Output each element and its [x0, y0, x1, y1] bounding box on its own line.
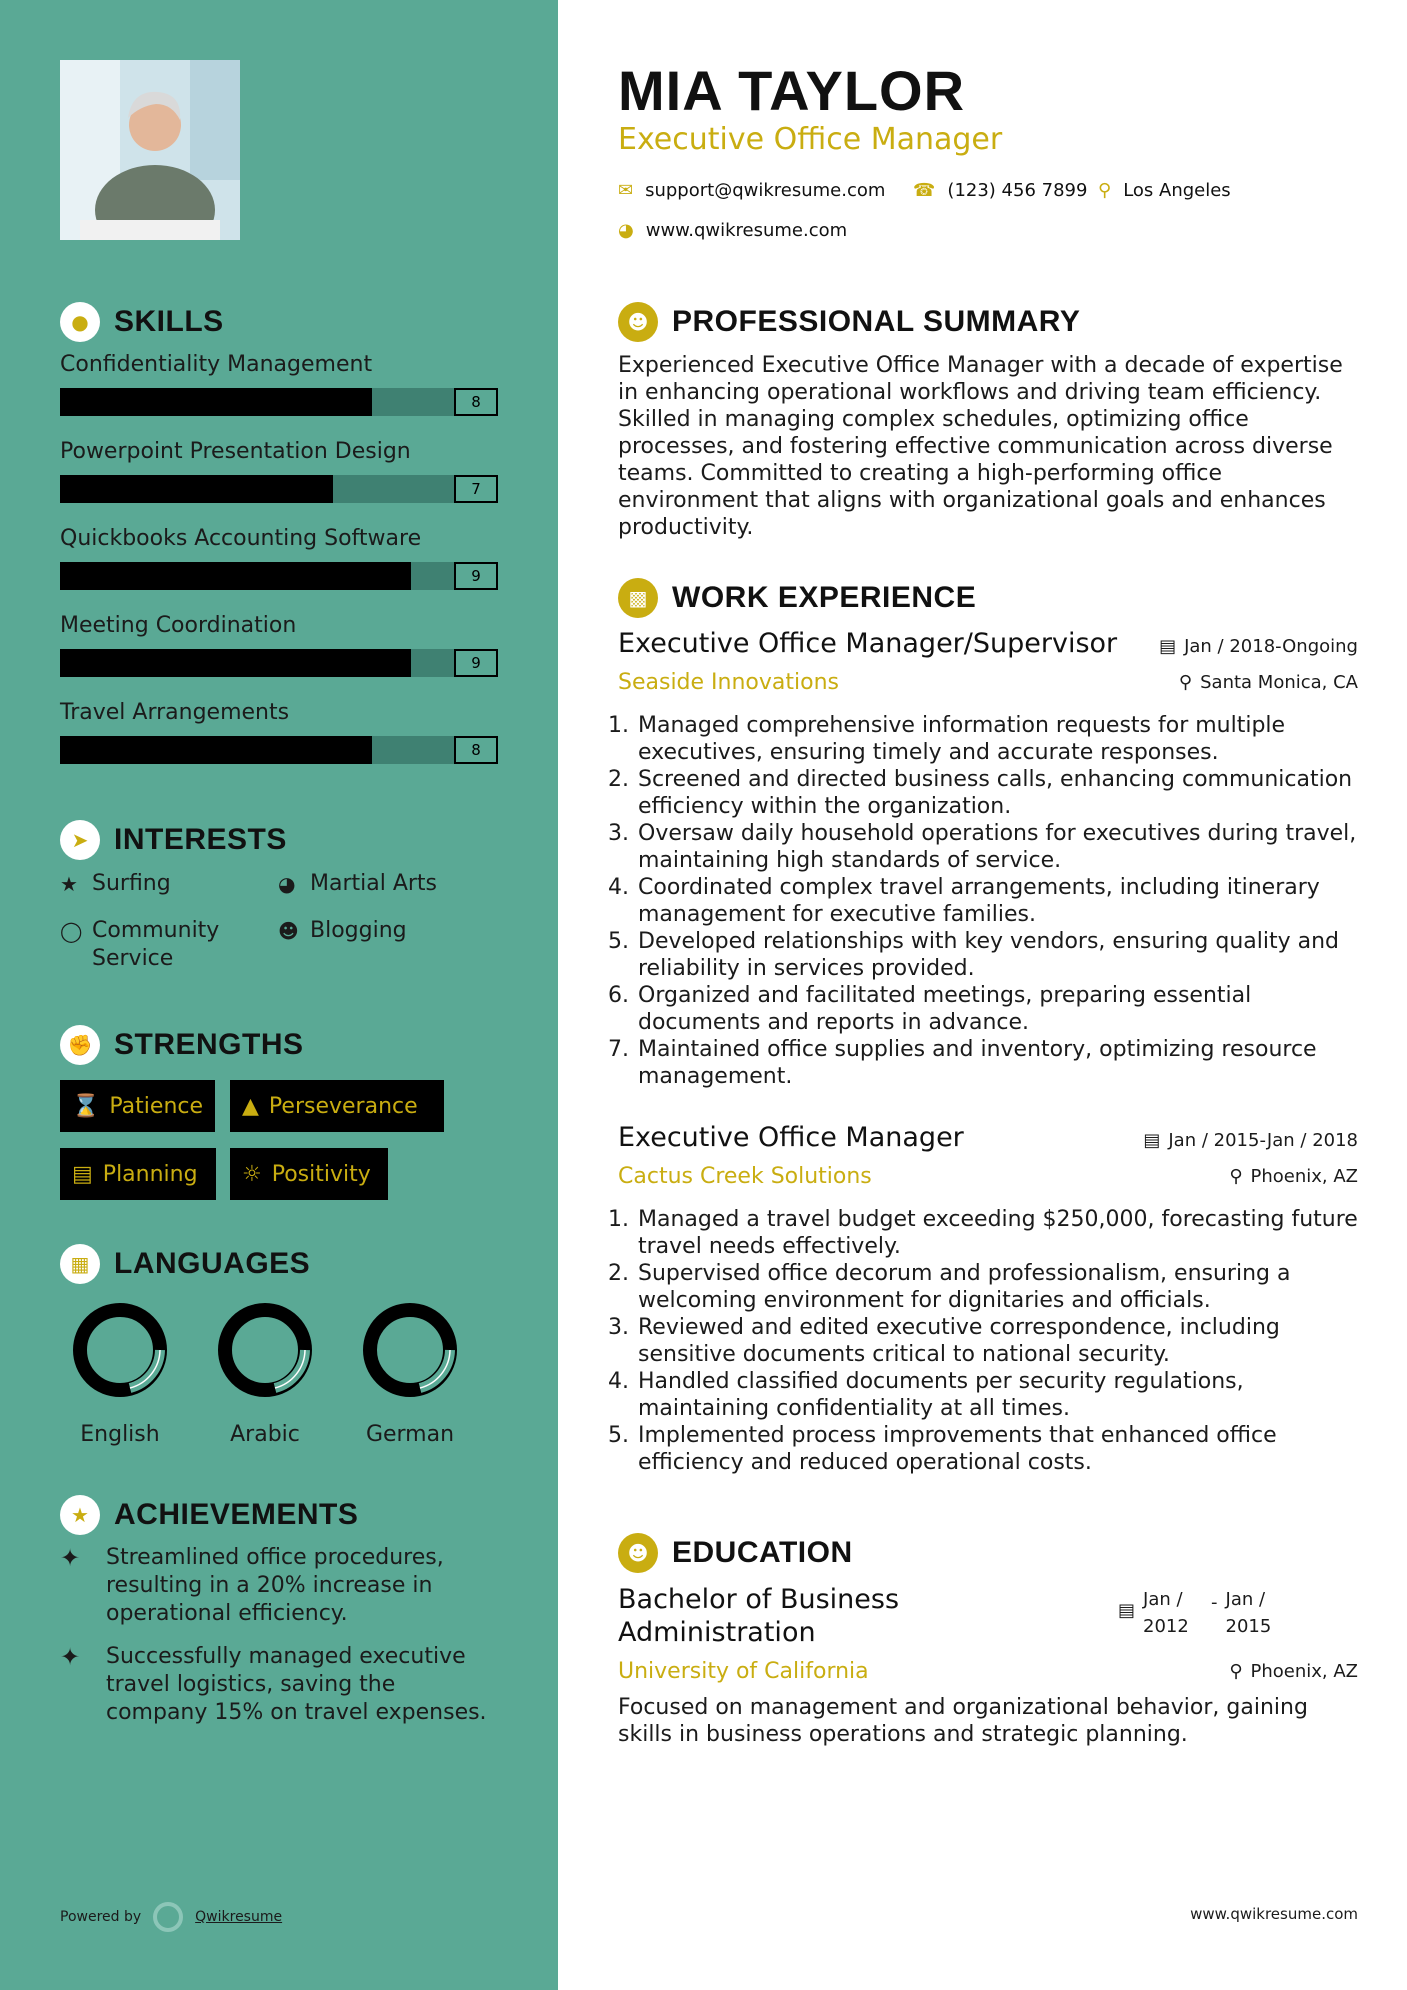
language-item: [60, 1300, 180, 1447]
skill-item: [60, 526, 498, 590]
job-bullet: 3. Reviewed and edited executive correspondence, including sensitive documents critical to national security.: [636, 1314, 1358, 1368]
achievement-item: [60, 1544, 500, 1628]
achievements-title: ACHIEVEMENTS: [114, 1498, 359, 1531]
language-item: [350, 1300, 470, 1447]
job-bullet: 2. Screened and directed business calls, enhancing communication efficiency within the organization.: [636, 766, 1358, 820]
company-name: Cactus Creek Solutions: [618, 1164, 872, 1189]
education-dates: [1118, 1586, 1358, 1640]
interest-label: Martial Arts: [310, 871, 438, 896]
job-dates-text: Jan / 2018-Ongoing: [1184, 636, 1358, 657]
language-ring: [70, 1300, 170, 1400]
strength-label: Perseverance: [268, 1093, 418, 1119]
languages-title: LANGUAGES: [114, 1247, 311, 1280]
job-location-text: Phoenix, AZ: [1250, 1166, 1358, 1187]
user-icon: ☻: [618, 302, 658, 342]
contact-email[interactable]: [618, 180, 885, 201]
fist-icon: ✊: [60, 1025, 100, 1065]
strength-label: Planning: [102, 1161, 198, 1187]
education-title: EDUCATION: [672, 1536, 853, 1569]
strength-tag: [60, 1080, 215, 1132]
strengths-heading: [60, 1025, 304, 1065]
star-icon: ★: [60, 872, 78, 896]
job-bullet: 5. Developed relationships with key vendors, ensuring quality and reliability in services provided.: [636, 928, 1358, 982]
job-location-text: Santa Monica, CA: [1200, 672, 1358, 693]
calendar-icon: ▤: [1118, 1600, 1136, 1621]
education-start: Jan / 2012: [1143, 1589, 1189, 1637]
skill-item: [60, 613, 498, 677]
skill-item: [60, 439, 498, 503]
language-ring: [360, 1300, 460, 1400]
hourglass-icon: ⌛: [72, 1093, 100, 1119]
language-icon: ▦: [60, 1244, 100, 1284]
job-bullets: [618, 1206, 1358, 1476]
job-title: Executive Office Manager/Supervisor: [618, 628, 1118, 659]
website-text: www.qwikresume.com: [645, 220, 848, 241]
job-dates-text: Jan / 2015-Jan / 2018: [1168, 1130, 1358, 1151]
candidate-role: Executive Office Manager: [618, 122, 1003, 157]
language-ring: [215, 1300, 315, 1400]
shooting-star-icon: ✦: [60, 1643, 81, 1671]
map-pin-icon: ⚲: [1098, 180, 1112, 201]
skills-heading: [60, 302, 224, 342]
education-heading: [618, 1533, 853, 1573]
interest-label: Community Service: [92, 918, 220, 971]
star-badge-icon: ★: [60, 1495, 100, 1535]
phone-text: (123) 456 7899: [947, 180, 1088, 201]
skill-bar: [60, 649, 498, 677]
language-name: Arabic: [230, 1422, 300, 1447]
contact-phone: [913, 180, 1087, 201]
job-location: [1229, 1166, 1358, 1187]
calendar-icon: ▤: [1159, 636, 1177, 657]
strength-label: Patience: [109, 1093, 204, 1119]
skill-name: Meeting Coordination: [60, 613, 297, 638]
job-dates: [1143, 1130, 1358, 1151]
education-description: Focused on management and organizational behavior, gaining skills in business operations and strategic planning.: [618, 1695, 1308, 1747]
skill-bar-fill: [60, 736, 372, 764]
summary-text: Experienced Executive Office Manager with a decade of expertise in enhancing operational workflows and driving team efficiency. Skilled in managing complex schedules, optimizing office processes, and fostering effective communication across diverse teams. Committed to creating a high-performing office environment that aligns with organizational goals and enhances productivity.: [618, 353, 1343, 540]
job-bullet: 5. Implemented process improvements that enhanced office efficiency and reduced operational costs.: [636, 1422, 1358, 1476]
qwikresume-logo-icon: [153, 1902, 183, 1932]
achievement-item: [60, 1643, 500, 1727]
job-title: Executive Office Manager: [618, 1122, 964, 1153]
shooting-star-icon: ✦: [60, 1544, 81, 1572]
job-bullet: 7. Maintained office supplies and inventory, optimizing resource management.: [636, 1036, 1358, 1090]
sun-icon: ☼: [242, 1161, 262, 1187]
interest-label: Blogging: [310, 918, 407, 943]
achievement-text: Successfully managed executive travel logistics, saving the company 15% on travel expenses.: [106, 1644, 487, 1725]
skill-bar-fill: [60, 562, 411, 590]
email-text: support@qwikresume.com: [645, 180, 886, 201]
strength-tag: [230, 1080, 444, 1132]
job-bullet: 6. Organized and facilitated meetings, preparing essential documents and reports in advance.: [636, 982, 1358, 1036]
company-name: Seaside Innovations: [618, 670, 839, 695]
globe-icon: ◕: [278, 872, 296, 896]
experience-heading: [618, 578, 976, 618]
strength-label: Positivity: [271, 1161, 371, 1187]
briefcase-icon: ▩: [618, 578, 658, 618]
skill-bar: [60, 736, 498, 764]
skill-level: 8: [454, 736, 498, 764]
language-item: [205, 1300, 325, 1447]
lightbulb-icon: ●: [60, 302, 100, 342]
summary-heading: [618, 302, 1080, 342]
job-bullet: 4. Handled classified documents per security regulations, maintaining confidentiality at all times.: [636, 1368, 1358, 1422]
education-location: [1229, 1661, 1358, 1682]
job-bullet: 4. Coordinated complex travel arrangements, including itinerary management for executive families.: [636, 874, 1358, 928]
users-icon: ☻: [278, 919, 299, 943]
globe-icon: ◕: [618, 220, 634, 241]
phone-icon: ☎: [913, 180, 936, 201]
calendar-icon: ▤: [72, 1161, 93, 1187]
candidate-name: MIA TAYLOR: [618, 59, 966, 122]
handshake-icon: ◯: [60, 919, 83, 943]
graduate-icon: ☻: [618, 1533, 658, 1573]
strength-tag: [230, 1148, 388, 1200]
skill-name: Powerpoint Presentation Design: [60, 439, 411, 464]
education-end: Jan / 2015: [1225, 1589, 1272, 1637]
job-dates: [1159, 636, 1358, 657]
language-name: German: [365, 1422, 455, 1447]
skill-bar: [60, 388, 498, 416]
pin-icon: ⚲: [1178, 672, 1193, 693]
language-name: English: [80, 1422, 160, 1447]
skill-name: Confidentiality Management: [60, 352, 373, 377]
powered-by-label: Powered by: [60, 1909, 142, 1925]
education-location-text: Phoenix, AZ: [1250, 1661, 1358, 1682]
summary-title: PROFESSIONAL SUMMARY: [672, 305, 1081, 338]
skills-title: SKILLS: [114, 305, 224, 338]
contact-website[interactable]: [618, 220, 847, 241]
skill-level: 9: [454, 649, 498, 677]
pin-icon: ⚲: [1229, 1166, 1243, 1187]
degree-title: Bachelor of Business Administration: [618, 1584, 900, 1648]
interest-item: [60, 917, 260, 973]
calendar-icon: ▤: [1143, 1130, 1161, 1151]
skill-bar: [60, 475, 498, 503]
job-bullet: 1. Managed comprehensive information requests for multiple executives, ensuring timely and accurate responses.: [636, 712, 1358, 766]
interest-label: Surfing: [92, 871, 171, 896]
achievements-heading: [60, 1495, 358, 1535]
job-bullets: [618, 712, 1358, 1090]
main-content: [618, 0, 1358, 1990]
pin-icon: ⚲: [1229, 1661, 1243, 1682]
job-location: [1179, 672, 1358, 693]
mountain-icon: ▲: [242, 1093, 259, 1119]
sidebar: [0, 0, 558, 1990]
achievement-text: Streamlined office procedures, resulting in a 20% increase in operational efficiency.: [106, 1545, 444, 1626]
interest-item: [278, 917, 498, 945]
contact-location: [1098, 180, 1231, 201]
skill-name: Travel Arrangements: [60, 700, 290, 725]
interest-item: [278, 870, 498, 898]
skill-bar: [60, 562, 498, 590]
job-bullet: 3. Oversaw daily household operations for executives during travel, maintaining high standards of service.: [636, 820, 1358, 874]
skill-level: 7: [454, 475, 498, 503]
footer-website[interactable]: www.qwikresume.com: [1190, 1905, 1358, 1923]
skill-level: 9: [454, 562, 498, 590]
experience-title: WORK EXPERIENCE: [672, 581, 977, 614]
skill-bar-fill: [60, 388, 372, 416]
skill-bar-fill: [60, 475, 333, 503]
envelope-icon: ✉: [618, 180, 634, 201]
job-bullet: 1. Managed a travel budget exceeding $250,000, forecasting future travel needs effectively.: [636, 1206, 1358, 1260]
paper-plane-icon: ➤: [60, 820, 100, 860]
interests-heading: [60, 820, 287, 860]
languages-heading: [60, 1244, 310, 1284]
school-name: University of California: [618, 1659, 869, 1684]
interest-item: [60, 870, 260, 898]
powered-by: [60, 1902, 282, 1932]
qwikresume-link[interactable]: Qwikresume: [195, 1909, 283, 1925]
strengths-title: STRENGTHS: [114, 1028, 304, 1061]
skill-level: 8: [454, 388, 498, 416]
profile-photo: [60, 60, 240, 240]
skill-item: [60, 352, 498, 416]
date-separator: -: [1211, 1592, 1218, 1613]
skill-item: [60, 700, 498, 764]
interests-title: INTERESTS: [114, 823, 287, 856]
location-text: Los Angeles: [1123, 180, 1231, 201]
job-bullet: 2. Supervised office decorum and professionalism, ensuring a welcoming environment for dignitaries and officials.: [636, 1260, 1358, 1314]
strength-tag: [60, 1148, 216, 1200]
skill-name: Quickbooks Accounting Software: [60, 526, 422, 551]
skill-bar-fill: [60, 649, 411, 677]
